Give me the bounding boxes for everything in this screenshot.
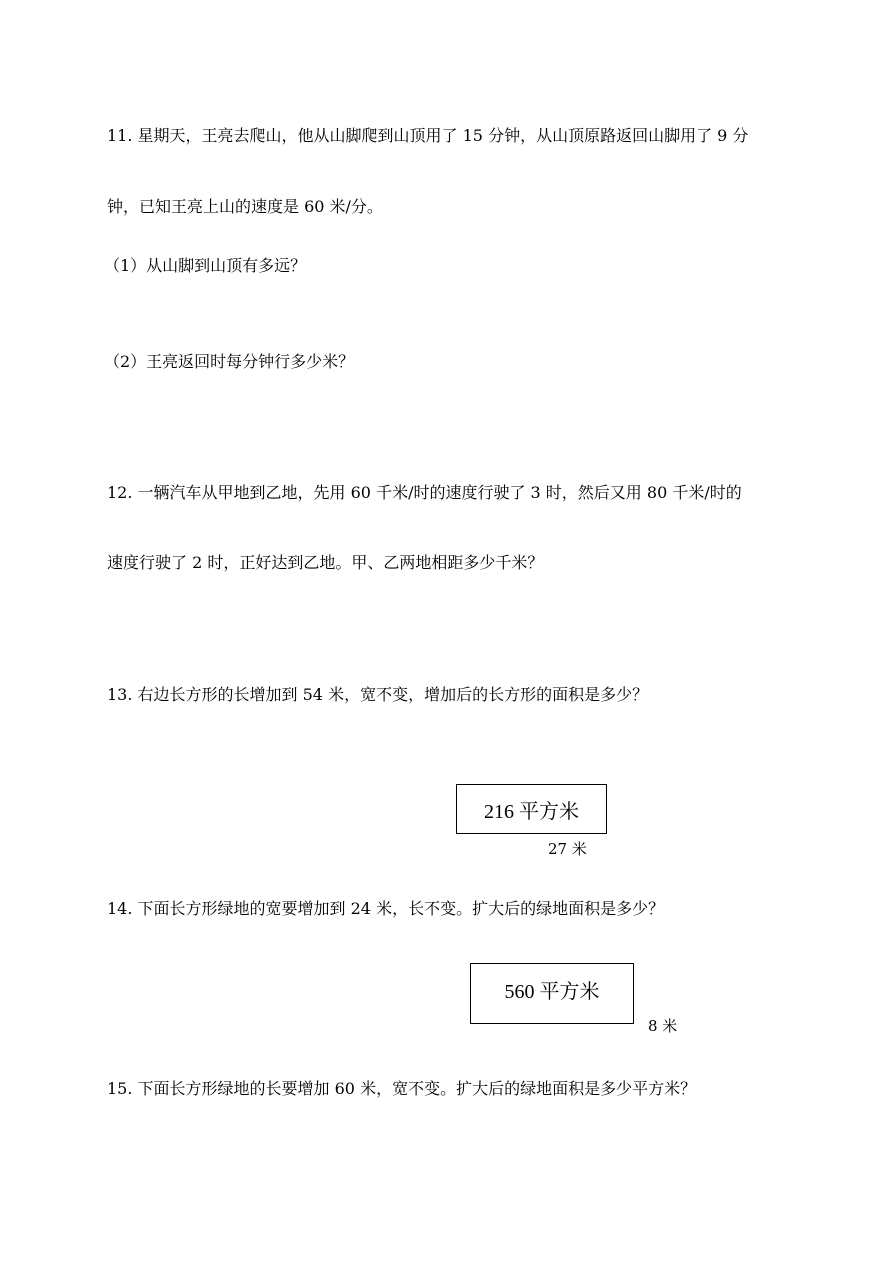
rectangle-14-area-label: 560 平方米: [504, 981, 600, 1003]
rectangle-13-length-label: 27 米: [548, 840, 587, 858]
question-15-line-1: 15. 下面长方形绿地的长要增加 60 米，宽不变。扩大后的绿地面积是多少平方米？: [107, 1079, 697, 1098]
question-12-line-1: 12. 一辆汽车从甲地到乙地，先用 60 千米/时的速度行驶了 3 时，然后又用 80 千米/时的: [107, 483, 742, 502]
rectangle-diagram-13: [456, 784, 607, 834]
question-11-part-1: （1）从山脚到山顶有多远？: [104, 256, 307, 275]
question-14-line-1: 14. 下面长方形绿地的宽要增加到 24 米，长不变。扩大后的绿地面积是多少？: [107, 899, 665, 918]
question-11-line-1: 11. 星期天，王亮去爬山，他从山脚爬到山顶用了 15 分钟，从山顶原路返回山脚用了 9 分: [107, 126, 749, 145]
question-12-line-2: 速度行驶了 2 时，正好达到乙地。甲、乙两地相距多少千米？: [107, 553, 544, 572]
rectangle-14-width-label: 8 米: [648, 1017, 678, 1035]
rectangle-13-area-label: 216 平方米: [484, 800, 579, 823]
question-13-line-1: 13. 右边长方形的长增加到 54 米，宽不变，增加后的长方形的面积是多少？: [107, 685, 649, 704]
rectangle-diagram-14: [470, 963, 634, 1024]
question-11-line-2: 钟，已知王亮上山的速度是 60 米/分。: [107, 197, 383, 216]
question-11-part-2: （2）王亮返回时每分钟行多少米？: [104, 352, 355, 371]
